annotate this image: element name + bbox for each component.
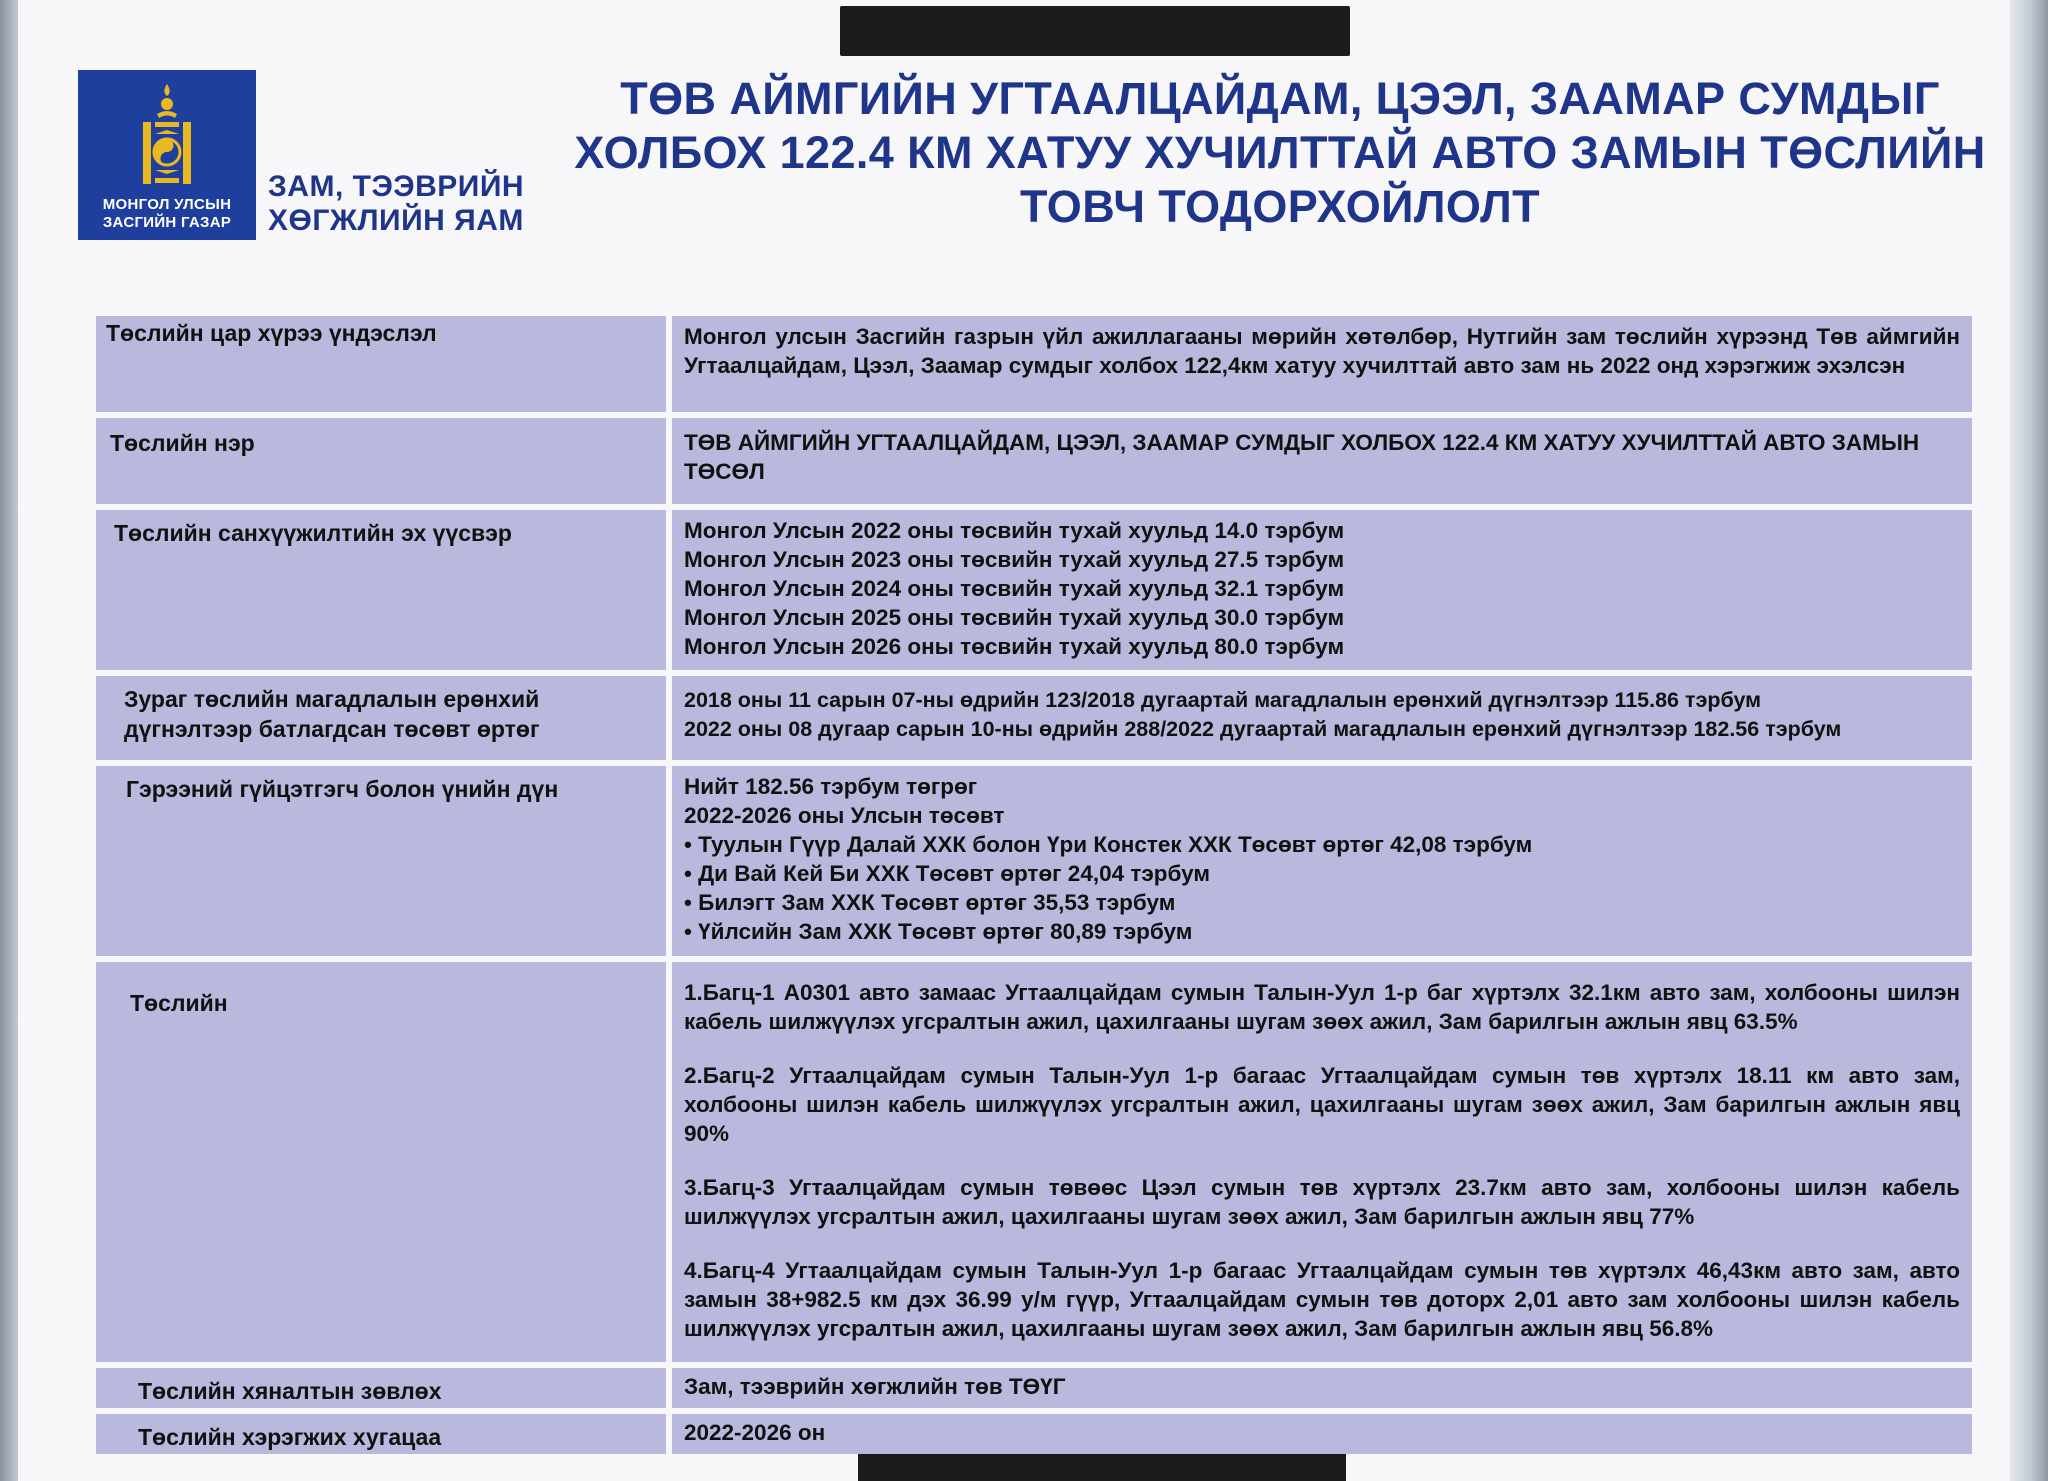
ministry-name (268, 170, 524, 238)
package-item: 3.Багц-3 Угтаалцайдам сумын төвөөс Цээл сумын төв хүртэлх 23.7км авто зам, холбооны шилэн кабель шилжүүлэх угсралтын ажил, цахилгааны шугам зөөх ажил, Зам барилгын ажлын явц 77% (684, 1175, 1960, 1229)
row-label: Төслийн цар хүрээ үндэслэл (96, 316, 666, 412)
estimate-line: 2018 оны 11 сарын 07-ны өдрийн 123/2018 дугаартай магадлалын ерөнхий дүгнэлтээр 115.86 тэрбум (684, 688, 1762, 712)
table-row-scope (96, 316, 1972, 412)
ministry-line-2: ХӨГЖЛИЙН ЯАМ (268, 204, 524, 237)
page-title (540, 72, 2020, 234)
package-item: 1.Багц-1 А0301 авто замаас Угтаалцайдам сумын Талын-Уул 1-р баг хүртэлх 32.1км авто зам, холбооны шилэн кабель шилжүүлэх угсралтын ажил, цахилгааны шугам зөөх ажил, Зам барилгын ажлын явц 63.5% (684, 980, 1960, 1034)
title-line-2: ХОЛБОХ 122.4 КМ ХАТУУ ХУЧИЛТТАЙ АВТО ЗАМЫН ТӨСЛИЙН (574, 127, 1986, 178)
row-value (672, 766, 1972, 956)
row-value: Монгол улсын Засгийн газрын үйл ажиллагааны мөрийн хөтөлбөр, Нутгийн зам төслийн хүрээнд Төв аймгийн Угтаалцайдам, Цээл, Заамар сумдыг холбох 122,4км хатуу хучилттай авто зам нь 2022 онд хэрэгжиж эхэлсэн (672, 316, 1972, 412)
table-row-name (96, 418, 1972, 504)
project-info-table (96, 316, 1972, 1460)
contractor-item: • Билэгт Зам ХХК Төсөвт өртөг 35,53 тэрбум (684, 888, 1960, 917)
row-label: Төслийн хэрэгжих хугацаа (96, 1414, 666, 1454)
table-row-duration (96, 1414, 1972, 1454)
title-line-1: ТӨВ АЙМГИЙН УГТААЛЦАЙДАМ, ЦЭЭЛ, ЗААМАР СУМДЫГ (620, 73, 1940, 124)
title-line-3: ТОВЧ ТОДОРХОЙЛОЛТ (1020, 181, 1540, 232)
row-value: ТӨВ АЙМГИЙН УГТААЛЦАЙДАМ, ЦЭЭЛ, ЗААМАР СУМДЫГ ХОЛБОХ 122.4 КМ ХАТУУ ХУЧИЛТТАЙ АВТО ЗАМЫН ТӨСӨЛ (672, 418, 1972, 504)
table-row-packages (96, 962, 1972, 1362)
funding-line: Монгол Улсын 2024 оны төсвийн тухай хуульд 32.1 тэрбум (684, 576, 1345, 601)
table-row-supervisor (96, 1368, 1972, 1408)
funding-line: Монгол Улсын 2025 оны төсвийн тухай хуульд 30.0 тэрбум (684, 605, 1345, 630)
package-item: 4.Багц-4 Угтаалцайдам сумын Талын-Уул 1-р багаас Угтаалцайдам сумын төв хүртэлх 46,43км авто зам, авто замын 38+982.5 км дэх 36.99 у/м гүүр, Угтаалцайдам сумын төв доторх 2,01 авто зам холбооны шилэн кабель шилжүүлэх угсралтын ажил, цахилгааны шугам зөөх ажил, Зам барилгын ажлын явц 56.8% (684, 1258, 1960, 1341)
package-item: 2.Багц-2 Угтаалцайдам сумын Талын-Уул 1-р багаас Угтаалцайдам сумын төв хүртэлх 18.11 км авто зам, холбооны шилэн кабель шилжүүлэх угсралтын ажил, цахилгааны шугам зөөх ажил, Зам барилгын ажлын явц 90% (684, 1063, 1960, 1146)
contractor-item: • Үйлсийн Зам ХХК Төсөвт өртөг 80,89 тэрбум (684, 917, 1960, 946)
row-value (672, 676, 1972, 760)
row-label: Төслийн (96, 962, 666, 1362)
emblem-line-1: МОНГОЛ УЛСЫН (102, 196, 232, 213)
row-value (672, 962, 1972, 1362)
row-label: Зураг төслийн магадлалын ерөнхий дүгнэлтээр батлагдсан төсөвт өртөг (96, 676, 666, 760)
soyombo-icon (137, 82, 197, 192)
row-value: Зам, тээврийн хөгжлийн төв ТӨҮГ (672, 1368, 1972, 1408)
mount-bracket-top (840, 6, 1350, 56)
funding-line: Монгол Улсын 2022 оны төсвийн тухай хуульд 14.0 тэрбум (684, 518, 1345, 543)
ministry-line-1: ЗАМ, ТЭЭВРИЙН (268, 170, 525, 203)
row-label: Төслийн санхүүжилтийн эх үүсвэр (96, 510, 666, 670)
table-row-contractors (96, 766, 1972, 956)
table-row-estimate (96, 676, 1972, 760)
estimate-line: 2022 оны 08 дугаар сарын 10-ны өдрийн 288/2022 дугаартай магадлалын ерөнхий дүгнэлтээр 182.56 тэрбум (684, 717, 1842, 741)
contractor-item: • Туулын Гүүр Далай ХХК болон Үри Констек ХХК Төсөвт өртөг 42,08 тэрбум (684, 830, 1960, 859)
table-row-funding (96, 510, 1972, 670)
emblem-line-2: ЗАСГИЙН ГАЗАР (102, 214, 232, 231)
government-emblem (78, 70, 256, 240)
row-value (672, 510, 1972, 670)
contract-total: Нийт 182.56 тэрбум төгрөг (684, 774, 978, 799)
row-value: 2022-2026 он (672, 1414, 1972, 1454)
row-label: Төслийн хяналтын зөвлөх (96, 1368, 666, 1408)
contract-budget-period: 2022-2026 оны Улсын төсөвт (684, 803, 1005, 828)
contractor-item: • Ди Вай Кей Би ХХК Төсөвт өртөг 24,04 тэрбум (684, 859, 1960, 888)
row-label: Төслийн нэр (96, 418, 666, 504)
row-label: Гэрээний гүйцэтгэгч болон үнийн дүн (96, 766, 666, 956)
funding-line: Монгол Улсын 2026 оны төсвийн тухай хуульд 80.0 тэрбум (684, 634, 1345, 659)
funding-line: Монгол Улсын 2023 оны төсвийн тухай хуульд 27.5 тэрбум (684, 547, 1345, 572)
